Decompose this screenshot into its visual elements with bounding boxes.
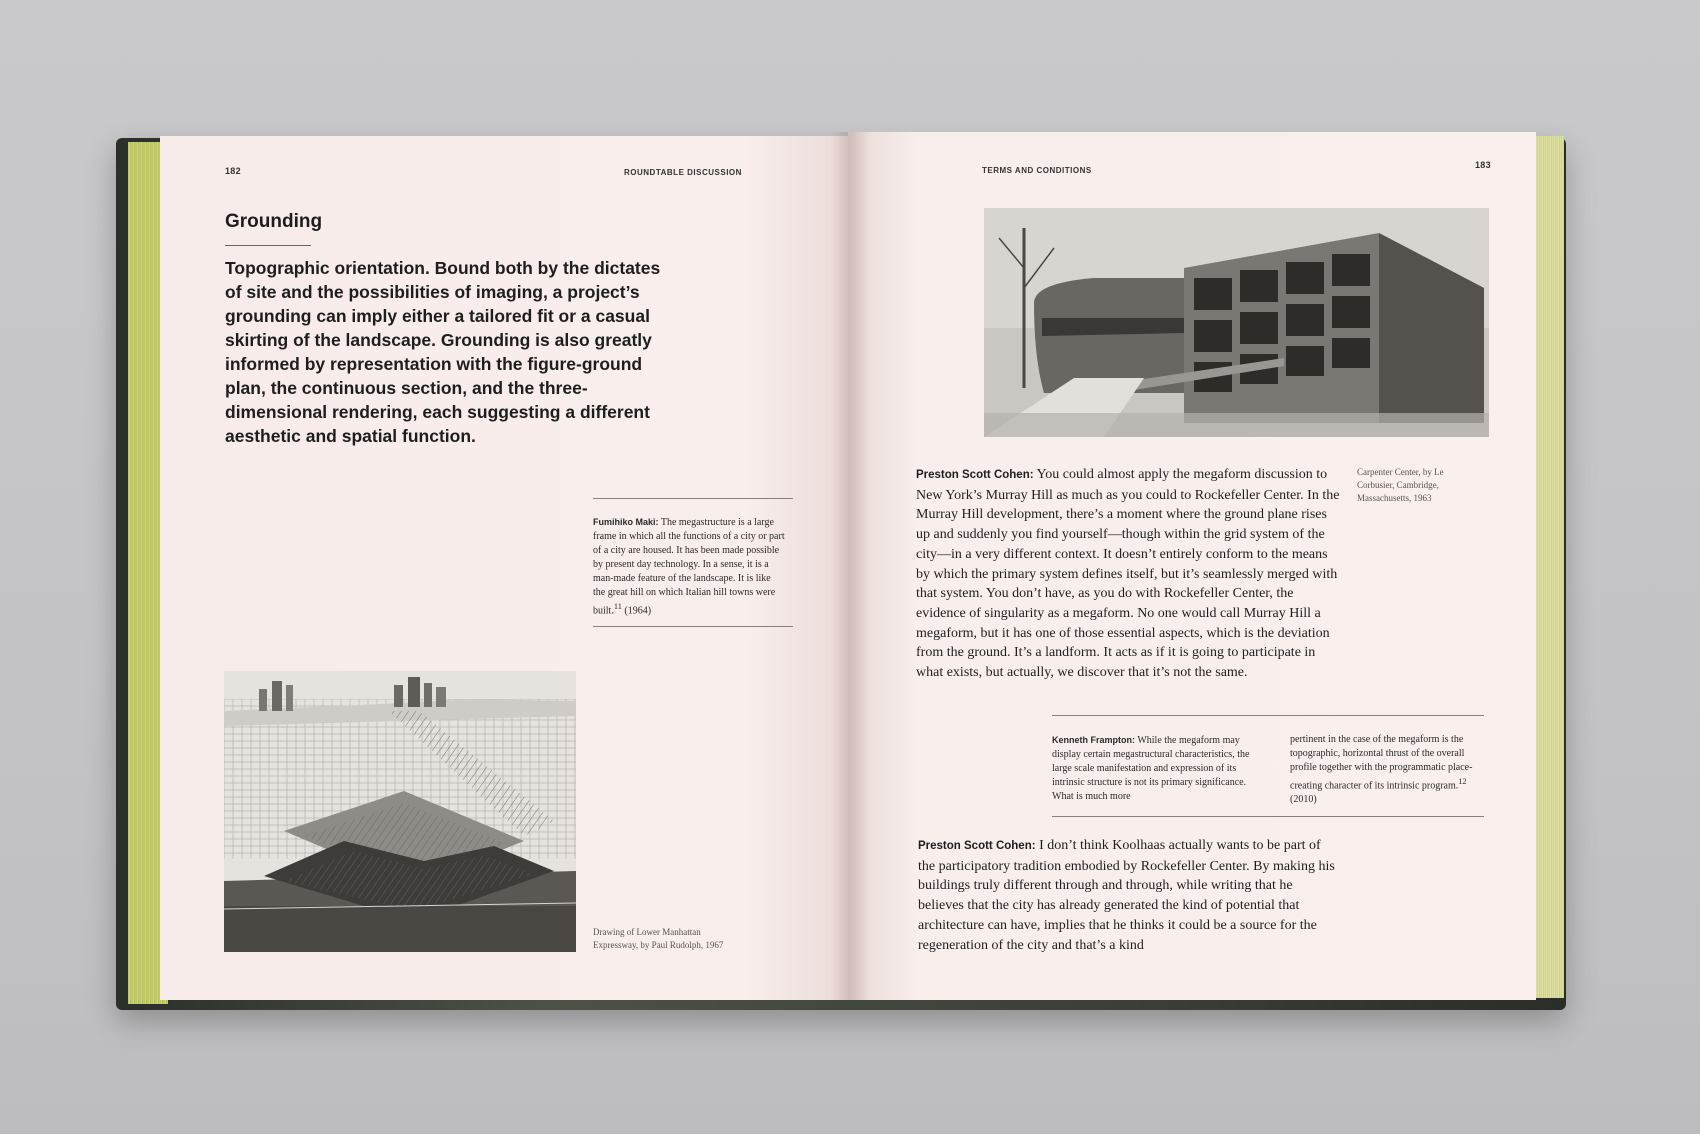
rudolph-caption: Drawing of Lower Manhattan Expressway, by Paul Rudolph, 1967 bbox=[593, 927, 724, 950]
right-running-header: TERMS AND CONDITIONS bbox=[982, 166, 1092, 175]
frampton-text-col2: pertinent in the case of the megaform is the topographic, horizontal thrust of the overall profile together with the programmatic place-creating character of its intrinsic program. bbox=[1290, 734, 1473, 792]
cohen-speaker-2: Preston Scott Cohen: bbox=[918, 840, 1036, 852]
frampton-text-col1: While the megaform may display certain megastructural characteristics, the large scale manifestation and expression of its intrinsic structure is not its primary significance. What is much more bbox=[1052, 735, 1250, 802]
frampton-rule-top bbox=[1052, 715, 1484, 716]
frampton-speaker: Kenneth Frampton: bbox=[1052, 735, 1135, 745]
carpenter-center-photo bbox=[984, 208, 1489, 437]
carpenter-caption: Carpenter Center, by Le Corbusier, Cambridge, Massachusetts, 1963 bbox=[1357, 467, 1444, 503]
maki-speaker: Fumihiko Maki: bbox=[593, 517, 659, 527]
frampton-year: (2010) bbox=[1290, 794, 1317, 806]
frampton-note-ref: 12 bbox=[1458, 777, 1467, 786]
cohen-text-2: I don’t think Koolhaas actually wants to be part of the participatory tradition embodied by Rockefeller Center. By making his buildings truly different through and through, while writing that he believes that the city has already generated the kind of potential that architecture can have, implies that he thinks it could be a source for the regeneration of the city and that’s a kind bbox=[918, 838, 1335, 953]
quote-rule-bottom bbox=[593, 626, 793, 627]
cohen-speaker-1: Preston Scott Cohen: bbox=[916, 469, 1034, 481]
maki-quote-text: The megastructure is a large frame in which all the functions of a city or part of a city are housed. It has been made possible by present day technology. In a sense, it is a man-made feature of the landscape. It is like the great hill on which Italian hill towns were built. bbox=[593, 517, 785, 617]
maki-note-ref: 11 bbox=[613, 602, 622, 611]
cohen-text-1: You could almost apply the megaform discussion to New York’s Murray Hill as much as you could to Rockefeller Center. In the Murray Hill development, there’s a moment where the ground plane rises up and suddenly you find yourself—though within the grid system of the city—in a very different context. It doesn’t entirely conform to the means by which the primary system defines itself, but it’s seamlessly merged with that system. You don’t have, as you do with Rockefeller Center, the evidence of singularity as a megaform. No one would call Murray Hill a megaform, but it has one of those essential aspects, which is the deviation from the ground. It’s a landform. It acts as if it is going to participate in what exists, but actually, we discover that it’s not the same. bbox=[916, 467, 1340, 681]
frampton-rule-bottom bbox=[1052, 816, 1484, 817]
right-folio: 183 bbox=[1475, 160, 1491, 170]
cohen-paragraph-1 bbox=[916, 465, 1340, 683]
left-running-header: ROUNDTABLE DISCUSSION bbox=[624, 168, 742, 177]
section-title: Grounding bbox=[225, 211, 323, 232]
cohen-paragraph-2 bbox=[918, 836, 1338, 955]
book-gutter bbox=[830, 132, 870, 1000]
maki-quote bbox=[593, 515, 785, 618]
lede-paragraph: Topographic orientation. Bound both by the dictates of site and the possibilities of imaging, a project’s grounding can imply either a tailored fit or a casual skirting of the landscape. Grounding is also greatly informed by representation with the figure-ground plan, the continuous section, and the three-dimensional rendering, each suggesting a different aesthetic and spatial function. bbox=[225, 258, 661, 446]
quote-rule-top bbox=[593, 498, 793, 499]
rudolph-drawing bbox=[224, 671, 576, 952]
maki-year: (1964) bbox=[624, 605, 652, 617]
frampton-quote-col2 bbox=[1290, 733, 1480, 807]
title-rule bbox=[225, 245, 311, 246]
frampton-quote-col1 bbox=[1052, 733, 1252, 804]
left-folio: 182 bbox=[225, 166, 241, 176]
